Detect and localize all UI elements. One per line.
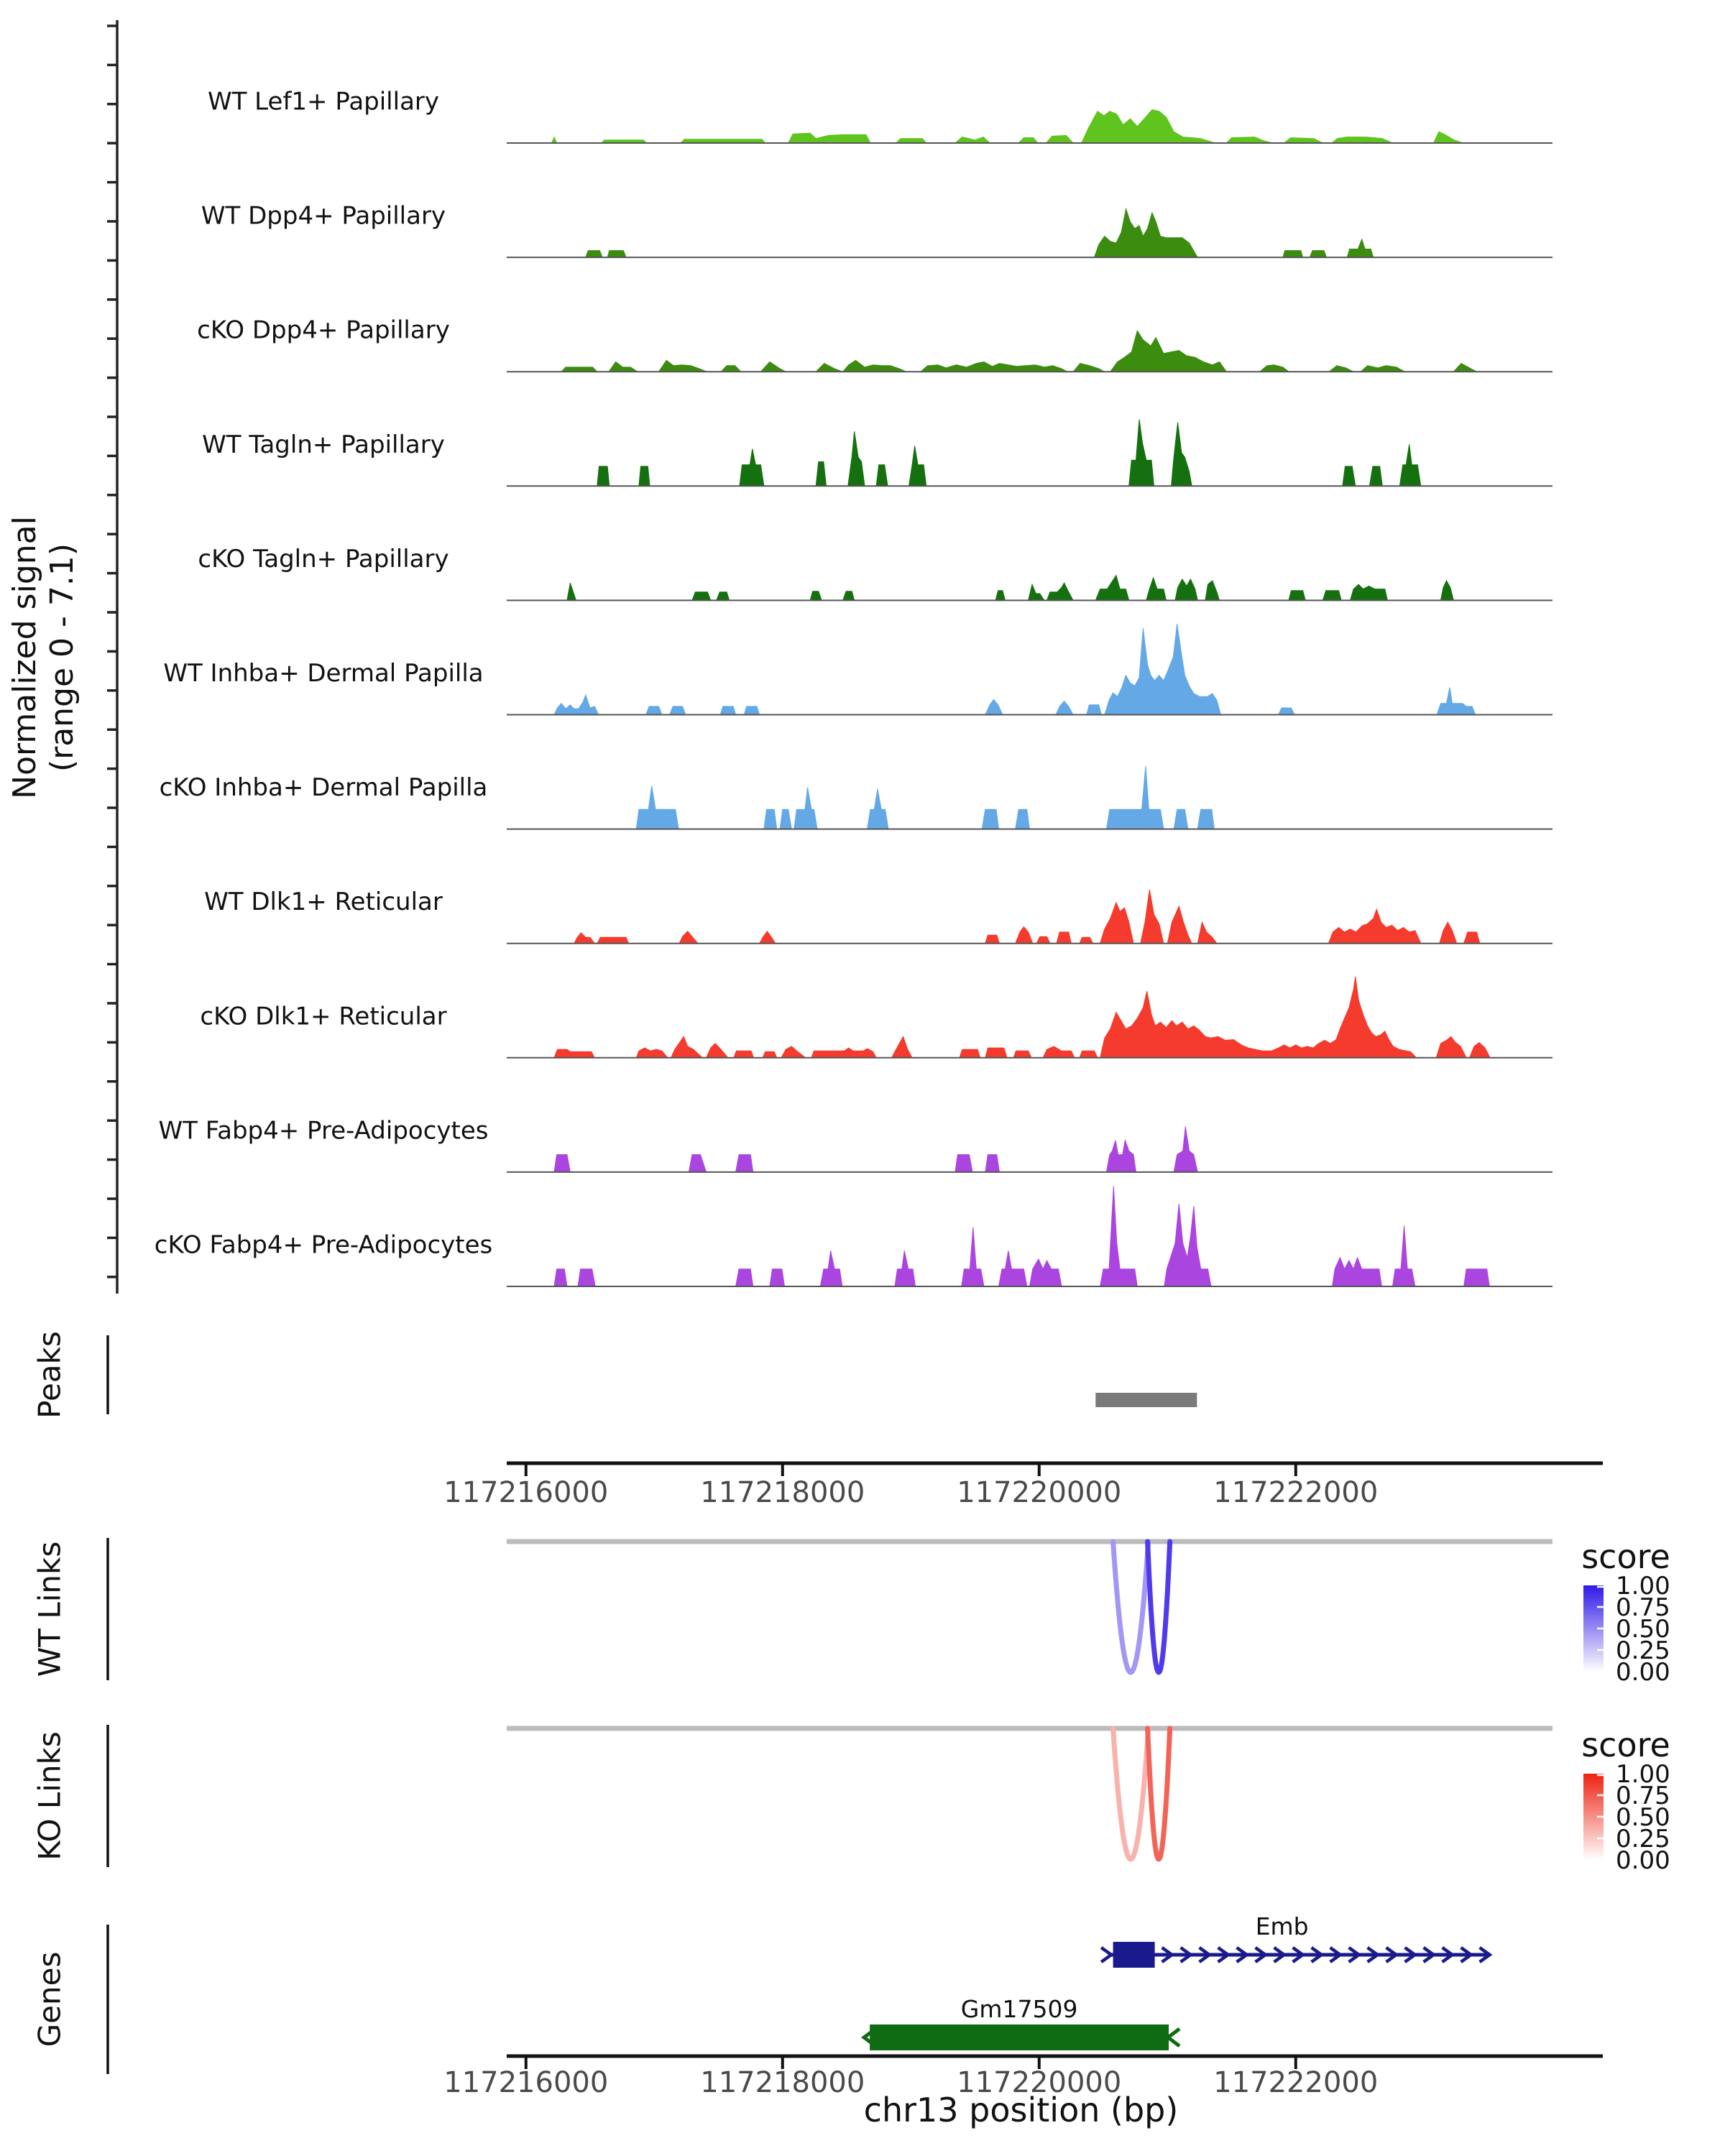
track-label: cKO Inhba+ Dermal Papilla [159,773,488,803]
track-label: WT Dlk1+ Reticular [204,888,443,917]
track-label: cKO Dpp4+ Papillary [197,315,450,345]
score-legend-tick-label: 0.25 [1616,1636,1670,1665]
score-legend-tick-label: 0.00 [1616,1846,1670,1875]
coverage-area [507,1187,1552,1286]
genome-axis-tick-label: 117216000 [443,1476,609,1509]
track-label: cKO Fabp4+ Pre-Adipocytes [154,1230,493,1260]
signal-track [198,545,1552,601]
score-legend-tick-label: 1.00 [1616,1572,1670,1600]
score-legend-title: score [1581,1537,1670,1576]
link-arc [1113,1728,1149,1859]
score-legend-tick-label: 0.50 [1616,1803,1670,1832]
strand-arrow-left-icon [1168,2029,1179,2046]
wt-links-section-label: WT Links [32,1541,68,1677]
peak-interval-bar [1095,1393,1197,1407]
gene-gm17509 [864,1995,1179,2050]
genes-section-label: Genes [32,1951,68,2047]
y-axis-title [6,516,80,799]
peaks-section-label: Peaks [32,1331,68,1419]
wt-links-panel [507,1537,1670,1687]
track-label: cKO Tagln+ Papillary [198,544,449,573]
score-legend-tick-label: 0.75 [1616,1593,1670,1622]
y-axis-title-line1: Normalized signal [6,516,43,799]
coverage-area [507,890,1552,944]
x-axis-title: chr13 position (bp) [863,2091,1179,2129]
signal-track [201,202,1552,258]
signal-track [163,624,1552,715]
signal-track [208,88,1552,144]
genome-axis-tick-label: 117216000 [443,2066,609,2099]
score-legend-tick-label: 0.50 [1616,1615,1670,1644]
gene-emb [1101,1912,1489,1968]
score-legend [1581,1726,1670,1875]
track-label: cKO Dlk1+ Reticular [200,1002,447,1031]
signal-track [159,1116,1552,1172]
coverage-area [507,209,1552,258]
score-legend-title: score [1581,1726,1670,1764]
track-label: WT Dpp4+ Papillary [201,201,446,231]
y-axis-title-line2: (range 0 - 7.1) [44,543,80,773]
score-legend [1581,1537,1670,1687]
link-arc [1148,1728,1170,1859]
coverage-area [507,624,1552,715]
track-label: WT Inhba+ Dermal Papilla [163,659,484,688]
coverage-area [507,331,1552,372]
coverage-area [507,420,1552,487]
score-legend-tick-label: 1.00 [1616,1760,1670,1789]
coverage-area [507,1127,1552,1172]
gene-exon-box [1113,1942,1155,1968]
score-legend-tick-label: 0.00 [1616,1658,1670,1687]
gene-label-emb: Emb [1255,1912,1309,1940]
signal-track [155,1187,1552,1286]
genome-axis-tick-label: 117222000 [1213,1476,1379,1509]
score-legend-tick-label: 0.25 [1616,1825,1670,1853]
track-label: WT Tagln+ Papillary [202,430,445,459]
genome-axis [443,1463,1603,1509]
signal-track [200,977,1552,1058]
genome-axis-tick-label: 117218000 [700,1476,865,1509]
gene-label-gm17509: Gm17509 [960,1995,1078,2023]
coverage-area [507,110,1552,143]
score-legend-tick-label: 0.75 [1616,1782,1670,1810]
signal-track [204,888,1552,944]
genome-axis-tick-label: 117220000 [957,2066,1122,2099]
coverage-area [507,977,1552,1058]
genome-axis-tick-label: 117220000 [957,1476,1122,1509]
coverage-area [507,576,1552,601]
gene-body-box [870,2024,1169,2050]
genome-axis-tick-label: 117222000 [1213,2066,1379,2099]
signal-axis-bracket [107,20,117,1294]
ko-links-section-label: KO Links [32,1731,68,1861]
genome-axis-tick-label: 117218000 [700,2066,865,2099]
signal-track [197,316,1552,372]
track-label: WT Fabp4+ Pre-Adipocytes [158,1116,489,1146]
signal-track [202,420,1552,487]
link-arc [1148,1542,1170,1672]
strand-arrow-right-icon [1101,1948,1111,1962]
coverage-area [507,766,1552,829]
track-label: WT Lef1+ Papillary [207,87,440,116]
link-arc [1113,1542,1149,1672]
signal-track [160,766,1552,829]
ko-links-panel [507,1726,1670,1875]
